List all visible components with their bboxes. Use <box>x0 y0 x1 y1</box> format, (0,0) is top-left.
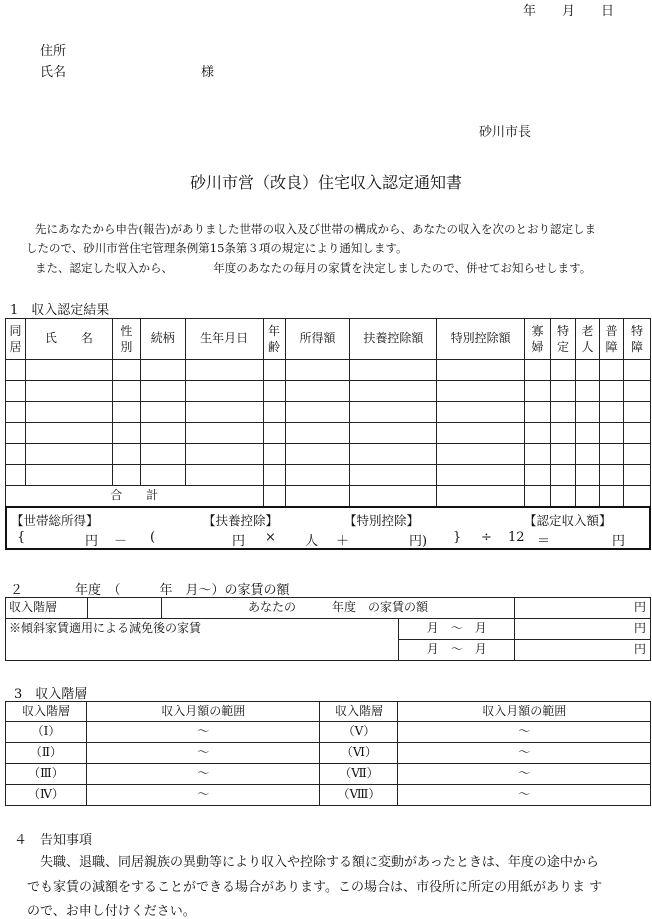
formula-paren-open: ( <box>150 530 156 545</box>
range-2: ～ <box>86 743 320 764</box>
income-level-label: 収入階層 <box>6 598 88 619</box>
formula-minus: － <box>114 534 128 549</box>
section1-heading: 1 収入認定結果 <box>10 303 110 318</box>
total-label: 合 計 <box>6 486 264 507</box>
level-2: （Ⅱ） <box>6 743 87 764</box>
table-row <box>6 444 651 465</box>
level-4: （Ⅳ） <box>6 785 87 806</box>
formula-yen-4: 円 <box>612 534 626 549</box>
income-table <box>5 318 651 507</box>
total-row <box>6 486 651 507</box>
col-dependent-deduction: 扶養控除額 <box>350 319 437 360</box>
name-label: 氏名 <box>40 65 67 80</box>
col-level-left: 収入階層 <box>6 702 87 722</box>
col-age: 年齢 <box>263 319 285 360</box>
col-income: 所得額 <box>285 319 350 360</box>
rent-row <box>6 598 651 619</box>
reduction-row-1 <box>6 619 651 640</box>
section4-heading: ４ 告知事項 <box>14 833 93 848</box>
formula-divide: ÷ <box>481 530 492 545</box>
formula-yen-3: 円) <box>409 534 428 549</box>
col-range-left: 収入月額の範囲 <box>86 702 320 722</box>
reduction-yen-1: 円 <box>515 619 651 640</box>
formula-equals: ＝ <box>537 534 551 549</box>
income-table-header <box>6 319 651 360</box>
formula-persons: 人 <box>305 534 319 549</box>
intro-line-1: 先にあなたから申告(報告)がありました世帯の収入及び世帯の構成から、あなたの収入を次のとおり認定しま <box>35 222 596 236</box>
col-special-disability: 特障 <box>623 319 650 360</box>
income-formula-box <box>5 506 651 550</box>
range-6: ～ <box>398 743 651 764</box>
notice-line-1: 失職、退職、同居親族の異動等により収入や控除する額に変動があったときは、年度の途中から <box>40 855 599 870</box>
level-1: （Ⅰ） <box>6 722 87 743</box>
level-3: （Ⅲ） <box>6 764 87 785</box>
honorific-sama: 様 <box>201 65 215 80</box>
label-special-deduction: 【特別控除】 <box>344 513 420 528</box>
intro-line-2: したので、砂川市営住宅管理条例第15条第３項の規定により通知します。 <box>26 241 408 255</box>
table-row <box>6 785 651 806</box>
col-elderly: 老人 <box>576 319 600 360</box>
level-8: （Ⅷ） <box>320 785 398 806</box>
range-8: ～ <box>398 785 651 806</box>
income-level-value <box>87 598 161 619</box>
col-dokyo: 同居 <box>6 319 26 360</box>
formula-plus: ＋ <box>336 534 350 549</box>
level-table-header <box>6 702 651 722</box>
income-level-table <box>5 701 651 806</box>
formula-yen-1: 円 <box>85 534 99 549</box>
formula-times: × <box>265 530 276 545</box>
table-row <box>6 360 651 381</box>
level-5: （Ⅴ） <box>320 722 398 743</box>
rent-table <box>5 597 651 661</box>
level-7: （Ⅶ） <box>320 764 398 785</box>
range-5: ～ <box>398 722 651 743</box>
section2-heading: ２ 年度 （ 年 月～）の家賃の額 <box>10 583 290 598</box>
reduction-period-2: 月 ～ 月 <box>399 640 515 661</box>
intro-line-3: また、認定した収入から、 年度のあなたの毎月の家賃を決定しましたので、併せてお知らせします。 <box>35 261 592 275</box>
formula-yen-2: 円 <box>232 534 246 549</box>
reduction-yen-2: 円 <box>515 640 651 661</box>
range-1: ～ <box>86 722 320 743</box>
notice-line-2: でも家賃の減額をすることができる場合があります。この場合は、市役所に所定の用紙がありま す <box>27 880 603 895</box>
range-4: ～ <box>86 785 320 806</box>
table-row <box>6 402 651 423</box>
col-level-right: 収入階層 <box>320 702 398 722</box>
col-range-right: 収入月額の範囲 <box>398 702 651 722</box>
range-7: ～ <box>398 764 651 785</box>
label-dependent-deduction: 【扶養控除】 <box>203 513 279 528</box>
col-relation: 続柄 <box>140 319 185 360</box>
col-widow: 寡婦 <box>525 319 551 360</box>
rent-amount-label: あなたの 年度 の家賃の額 <box>161 598 514 619</box>
table-row <box>6 722 651 743</box>
reduction-period-1: 月 ～ 月 <box>399 619 515 640</box>
col-specified: 特定 <box>551 319 576 360</box>
formula-twelve: 12 <box>508 530 525 545</box>
table-row <box>6 423 651 444</box>
notice-date: 年 月 日 <box>523 4 615 19</box>
formula-brace-open: { <box>17 530 26 545</box>
label-household-income: 【世帯総所得】 <box>11 513 99 528</box>
table-row <box>6 743 651 764</box>
formula-brace-close: } <box>453 530 462 545</box>
table-row <box>6 381 651 402</box>
col-name: 氏 名 <box>25 319 112 360</box>
range-3: ～ <box>86 764 320 785</box>
col-sex: 性別 <box>112 319 140 360</box>
col-special-deduction: 特別控除額 <box>437 319 525 360</box>
notice-line-3: ので、お申し付けください。 <box>27 904 196 919</box>
section3-heading: 3 収入階層 <box>14 687 88 702</box>
level-6: （Ⅵ） <box>320 743 398 764</box>
issuer-mayor: 砂川市長 <box>479 125 532 140</box>
table-row <box>6 764 651 785</box>
table-row <box>6 465 651 486</box>
col-disability: 普障 <box>599 319 623 360</box>
col-birthdate: 生年月日 <box>185 319 263 360</box>
rent-amount-yen: 円 <box>515 598 651 619</box>
label-recognized-income: 【認定収入額】 <box>524 513 612 528</box>
document-title: 砂川市営（改良）住宅収入認定通知書 <box>189 173 462 192</box>
address-label: 住所 <box>40 44 67 59</box>
reduction-label: ※傾斜家賃適用による減免後の家賃 <box>6 619 399 661</box>
